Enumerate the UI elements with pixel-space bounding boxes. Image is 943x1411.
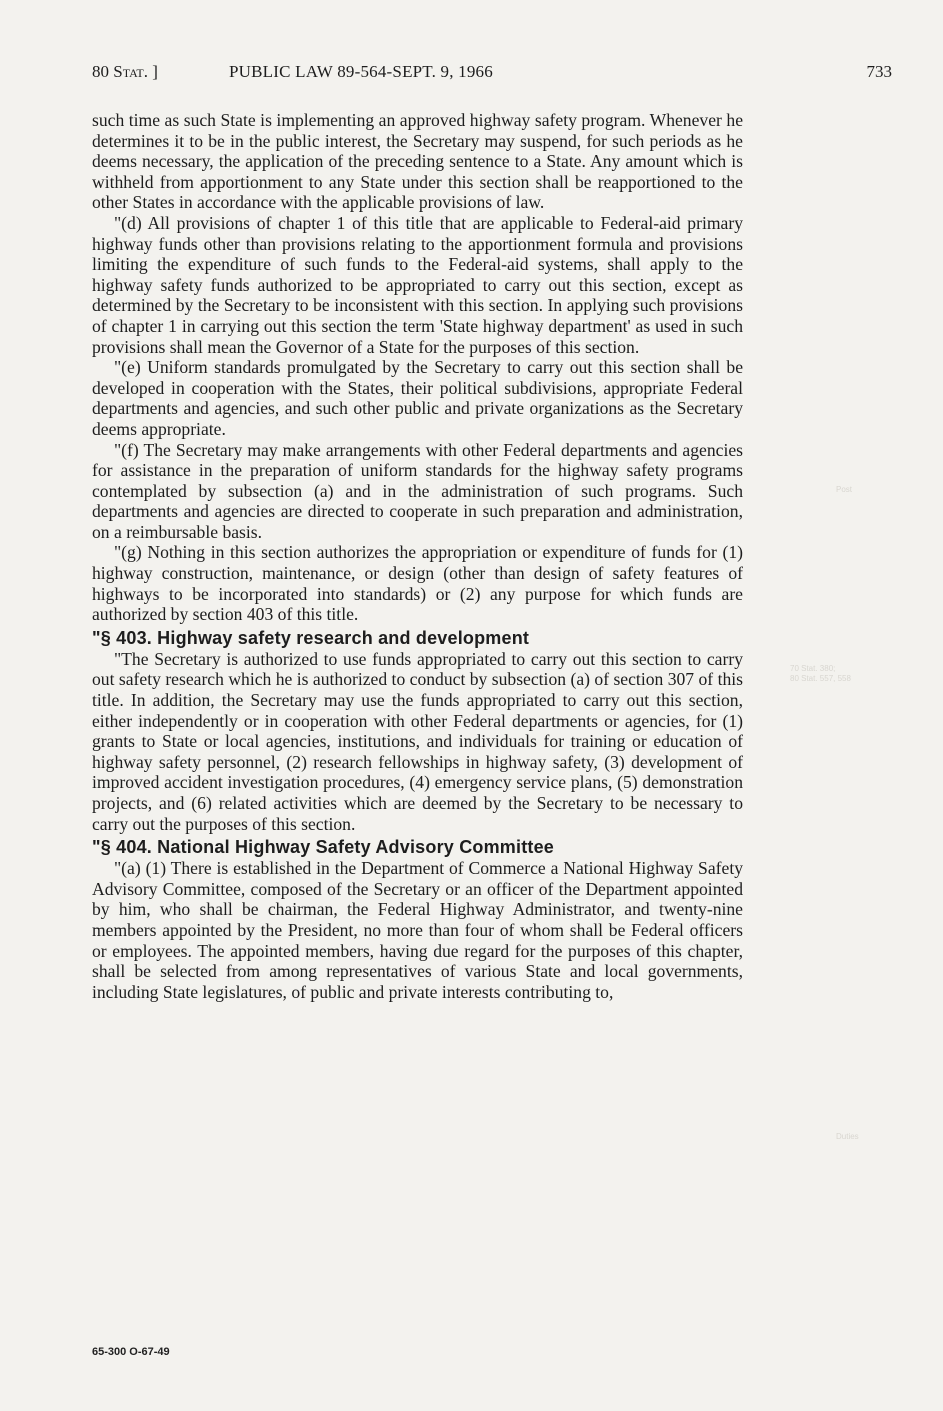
paragraph-d: "(d) All provisions of chapter 1 of this title that are applicable to Federal-aid primary highway funds other than provisions relating to the apportionment formula and provisions limiting the expenditure of such funds to the Federal-aid systems, shall apply to the highway safety funds authorized to be appropriated to carry out this section, except as determined by the Secretary to be inconsistent with this section. In applying such provisions of chapter 1 in carrying out this section the term 'State highway department' as used in such provisions shall mean the Governor of a State for the purposes of this section. [92,212,743,357]
margin-note-faint: 70 Stat. 380; 80 Stat. 557, 558 [790,664,851,683]
margin-note-faint: Post [836,485,853,494]
paragraph-e: "(e) Uniform standards promulgated by the Secretary to carry out this section shall be developed in cooperation with the States, their political subdivisions, appropriate Federal departments and agencies, and such other public and private organizations as the Secretary deems appropriate. [92,357,743,439]
paragraph-g: "(g) Nothing in this section authorizes the appropriation or expenditure of funds for (1) highway construction, maintenance, or design (other than design of safety features of highways to be incorporated into standards) or (2) any purpose for which funds are authorized by section 403 of this title. [92,542,743,625]
section-404-text: "(a) (1) There is established in the Department of Commerce a National Highway Safety Advisory Committee, composed of the Secretary or an officer of the Department appointed by him, who shall be chairman, the Federal Highway Administrator, and twenty-nine members appointed by the President, no more than four of whom shall be Federal officers or employees. The appointed members, having due regard for the purposes of this chapter, shall be selected from among representatives of various State and local governments, including State legislatures, of public and private interests contributing to, [92,858,743,1002]
margin-note-faint: Duties [836,1132,859,1141]
public-law-title: PUBLIC LAW 89-564-SEPT. 9, 1966 [229,62,493,81]
page-header [92,62,892,88]
page-number: 733 [866,62,892,81]
section-403-heading: "§ 403. Highway safety research and development [92,627,530,648]
document-body [92,110,743,1002]
print-code: 65-300 O-67-49 [92,1346,170,1358]
paragraph-c-continuation: such time as such State is implementing an approved highway safety program. Whenever he determines it to be in the public interest, the Secretary may suspend, for such periods as he deems necessary, the application of the preceding sentence to a State. Any amount which is withheld from apportionment to any State under this section shall be reapportioned to the other States in accordance with the applicable provisions of law. [92,110,743,213]
paragraph-f: "(f) The Secretary may make arrangements with other Federal departments and agencies for assistance in the preparation of uniform standards for the highway safety programs contemplated by subsection (a) and in the administration of such programs. Such departments and agencies are directed to cooperate in such preparation and administration, on a reimbursable basis. [92,439,743,542]
statute-reference: 80 Stat. ] [92,62,158,81]
section-403-text: "The Secretary is authorized to use funds appropriated to carry out this section to carry out safety research which he is authorized to conduct by subsection (a) of section 307 of this title. In addition, the Secretary may use the funds appropriated to carry out this section, either independently or in cooperation with other Federal departments or agencies, for (1) grants to State or local agencies, institutions, and individuals for training or education of highway safety personnel, (2) research fellowships in highway safety, (3) development of improved accident investigation procedures, (4) emergency service plans, (5) demonstration projects, and (6) related activities which are deemed by the Secretary to be necessary to carry out the purposes of this section. [92,648,743,834]
section-404-heading: "§ 404. National Highway Safety Advisory Committee [92,837,555,858]
